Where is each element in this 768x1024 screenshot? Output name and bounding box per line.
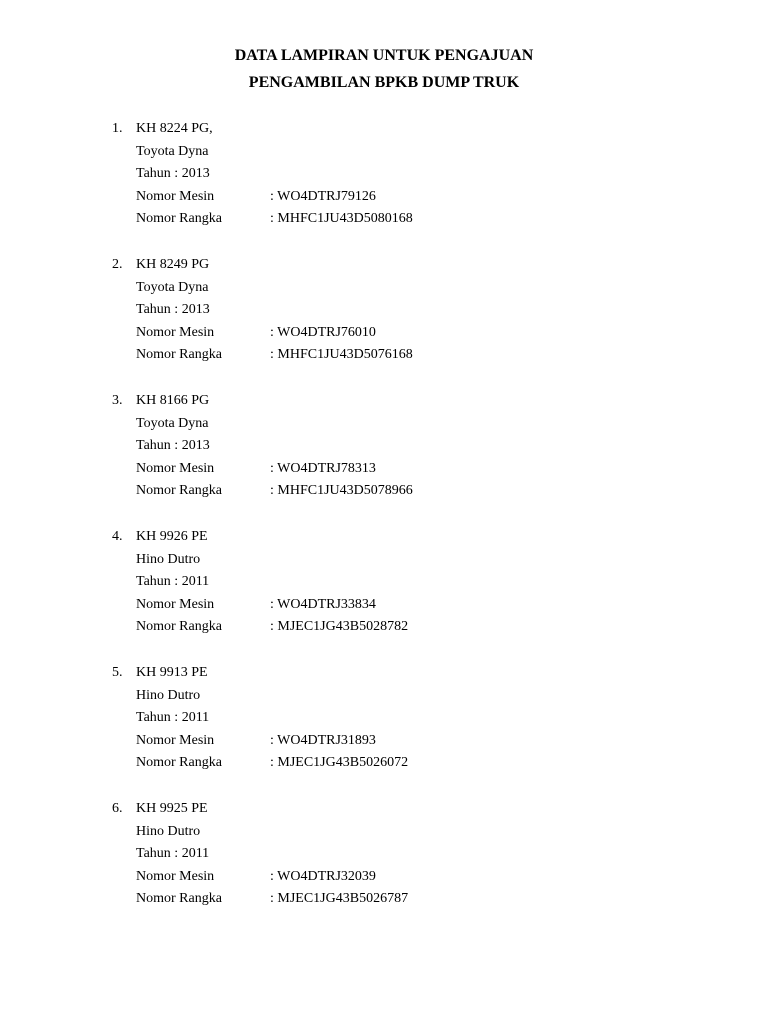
entry-model: Hino Dutro xyxy=(136,687,201,703)
entry-plate: KH 9925 PE xyxy=(136,801,208,816)
entry-engine-label: Nomor Mesin xyxy=(136,324,215,340)
entry-engine-label: Nomor Mesin xyxy=(136,596,215,612)
entry-model-row xyxy=(0,413,768,436)
entry-number: 1. xyxy=(112,121,123,136)
vehicle-entry-1 xyxy=(0,118,768,254)
entry-year-value: 2013 xyxy=(181,166,210,182)
entry-year-line xyxy=(136,299,210,322)
vehicle-entry-5 xyxy=(0,662,768,798)
entry-year-value: 2013 xyxy=(181,302,210,318)
entry-plate-row xyxy=(0,798,768,821)
entry-year-row xyxy=(0,571,768,594)
entry-engine-value: : WO4DTRJ31893 xyxy=(270,732,376,748)
entry-year-line xyxy=(136,707,209,730)
entry-frame-label: Nomor Rangka xyxy=(136,891,222,907)
entry-number: 2. xyxy=(112,257,123,272)
entry-year-value: 2011 xyxy=(181,574,210,590)
entry-year-separator: : xyxy=(170,166,182,182)
entry-year-row xyxy=(0,299,768,322)
entry-frame-label: Nomor Rangka xyxy=(136,347,222,363)
entry-frame-row xyxy=(0,344,768,367)
entry-model-row xyxy=(0,685,768,708)
entry-year-label: Tahun xyxy=(136,846,171,862)
entry-engine-row xyxy=(0,322,768,345)
entry-model-row xyxy=(0,549,768,572)
entry-engine-row xyxy=(0,866,768,889)
entry-year-value: 2011 xyxy=(181,710,210,726)
entry-number: 6. xyxy=(112,801,123,816)
vehicle-list xyxy=(0,118,768,934)
entry-frame-row xyxy=(0,752,768,775)
entry-frame-value: : MHFC1JU43D5080168 xyxy=(270,211,413,227)
entry-year-separator: : xyxy=(170,574,182,590)
entry-frame-row xyxy=(0,480,768,503)
entry-engine-row xyxy=(0,594,768,617)
entry-number: 3. xyxy=(112,393,123,408)
vehicle-entry-6 xyxy=(0,798,768,934)
entry-year-label: Tahun xyxy=(136,302,171,318)
entry-year-line xyxy=(136,843,209,866)
entry-engine-value: : WO4DTRJ79126 xyxy=(270,188,376,204)
entry-engine-label: Nomor Mesin xyxy=(136,188,215,204)
entry-model: Hino Dutro xyxy=(136,551,201,567)
entry-year-line xyxy=(136,435,210,458)
entry-plate: KH 8166 PG xyxy=(136,393,210,408)
entry-year-separator: : xyxy=(170,438,182,454)
entry-model: Hino Dutro xyxy=(136,823,201,839)
entry-frame-label: Nomor Rangka xyxy=(136,211,222,227)
entry-year-row xyxy=(0,843,768,866)
entry-model: Toyota Dyna xyxy=(136,143,209,159)
entry-frame-value: : MJEC1JG43B5026072 xyxy=(270,755,409,771)
entry-frame-label: Nomor Rangka xyxy=(136,619,222,635)
entry-model-row xyxy=(0,277,768,300)
entry-engine-row xyxy=(0,730,768,753)
entry-model: Toyota Dyna xyxy=(136,279,209,295)
entry-year-line xyxy=(136,571,209,594)
entry-plate: KH 9926 PE xyxy=(136,529,208,544)
entry-year-row xyxy=(0,163,768,186)
document-title-line-1: DATA LAMPIRAN UNTUK PENGAJUAN xyxy=(234,47,534,64)
entry-engine-value: : WO4DTRJ32039 xyxy=(270,868,376,884)
entry-plate-row xyxy=(0,118,768,141)
entry-engine-value: : WO4DTRJ78313 xyxy=(270,460,376,476)
entry-frame-value: : MJEC1JG43B5028782 xyxy=(270,619,409,635)
entry-frame-value: : MHFC1JU43D5076168 xyxy=(270,347,413,363)
entry-model-row xyxy=(0,821,768,844)
entry-year-label: Tahun xyxy=(136,166,171,182)
vehicle-entry-2 xyxy=(0,254,768,390)
entry-frame-label: Nomor Rangka xyxy=(136,755,222,771)
entry-engine-value: : WO4DTRJ76010 xyxy=(270,324,376,340)
entry-engine-row xyxy=(0,458,768,481)
entry-model: Toyota Dyna xyxy=(136,415,209,431)
entry-number: 4. xyxy=(112,529,123,544)
entry-plate: KH 8224 PG, xyxy=(136,121,213,136)
entry-year-row xyxy=(0,707,768,730)
entry-frame-label: Nomor Rangka xyxy=(136,483,222,499)
entry-plate-row xyxy=(0,390,768,413)
entry-plate-row xyxy=(0,662,768,685)
entry-year-label: Tahun xyxy=(136,574,171,590)
entry-plate-row xyxy=(0,254,768,277)
document-title-line-2: PENGAMBILAN BPKB DUMP TRUK xyxy=(248,74,520,91)
entry-year-line xyxy=(136,163,210,186)
entry-year-value: 2011 xyxy=(181,846,210,862)
entry-engine-label: Nomor Mesin xyxy=(136,868,215,884)
entry-engine-value: : WO4DTRJ33834 xyxy=(270,596,376,612)
entry-frame-value: : MHFC1JU43D5078966 xyxy=(270,483,413,499)
entry-engine-label: Nomor Mesin xyxy=(136,732,215,748)
entry-year-separator: : xyxy=(170,846,182,862)
entry-frame-row xyxy=(0,888,768,911)
entry-year-separator: : xyxy=(170,302,182,318)
entry-model-row xyxy=(0,141,768,164)
entry-engine-row xyxy=(0,186,768,209)
entry-plate: KH 8249 PG xyxy=(136,257,210,272)
entry-year-value: 2013 xyxy=(181,438,210,454)
entry-number: 5. xyxy=(112,665,123,680)
entry-year-label: Tahun xyxy=(136,710,171,726)
entry-year-label: Tahun xyxy=(136,438,171,454)
entry-plate: KH 9913 PE xyxy=(136,665,208,680)
vehicle-entry-4 xyxy=(0,526,768,662)
entry-plate-row xyxy=(0,526,768,549)
entry-frame-row xyxy=(0,208,768,231)
vehicle-entry-3 xyxy=(0,390,768,526)
entry-frame-row xyxy=(0,616,768,639)
entry-engine-label: Nomor Mesin xyxy=(136,460,215,476)
entry-year-separator: : xyxy=(170,710,182,726)
entry-frame-value: : MJEC1JG43B5026787 xyxy=(270,891,409,907)
entry-year-row xyxy=(0,435,768,458)
